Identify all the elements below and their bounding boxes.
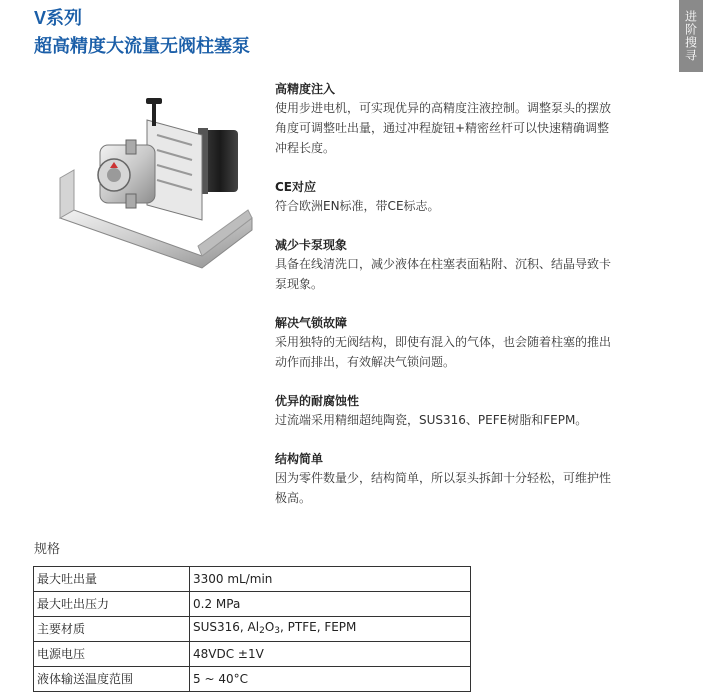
spec-label: 主要材质 (34, 617, 190, 642)
table-row (34, 592, 471, 617)
series-title: V系列 (34, 8, 83, 28)
spec-value: 0.2 MPa (190, 592, 471, 617)
feature-title: 减少卡泵现象 (275, 238, 348, 252)
spec-value: 48VDC ±1V (190, 642, 471, 667)
spec-value: 5 ~ 40°C (190, 667, 471, 692)
spec-label: 最大吐出量 (34, 567, 190, 592)
feature-desc: 采用独特的无阀结构，即使有混入的气体，也会随着柱塞的推出动作而排出，有效解决气锁问题。 (275, 335, 612, 369)
spec-label: 液体输送温度范围 (34, 667, 190, 692)
table-row (34, 667, 471, 692)
spec-label: 最大吐出压力 (34, 592, 190, 617)
spec-table (33, 566, 471, 692)
feature-title: 高精度注入 (275, 82, 336, 96)
feature-item (275, 178, 620, 216)
spec-value: SUS316, $Al_2O_3$, PTFE, FEPM (190, 617, 471, 642)
table-row (34, 617, 471, 642)
feature-item (275, 236, 620, 294)
feature-item (275, 314, 620, 372)
spec-heading: 规格 (34, 542, 61, 557)
product-title: 超高精度大流量无阀柱塞泵 (34, 36, 250, 57)
advanced-search-label: 进阶搜寻 (683, 10, 698, 62)
spec-value: 3300 mL/min (190, 567, 471, 592)
feature-list (275, 80, 620, 528)
spec-label: 电源电压 (34, 642, 190, 667)
feature-title: 优异的耐腐蚀性 (275, 394, 360, 408)
table-row (34, 567, 471, 592)
feature-desc: 过流端采用精细超纯陶瓷，SUS316、PEFE树脂和FEPM。 (275, 413, 588, 427)
feature-title: 解决气锁故障 (275, 316, 348, 330)
feature-desc: 因为零件数量少，结构简单，所以泵头拆卸十分轻松，可维护性极高。 (275, 471, 612, 505)
advanced-search-tab[interactable] (679, 0, 703, 72)
feature-desc: 符合欧洲EN标准，带CE标志。 (275, 199, 440, 213)
feature-item (275, 80, 620, 158)
feature-title: CE对应 (275, 180, 317, 194)
feature-title: 结构简单 (275, 452, 324, 466)
pump-product-image (52, 90, 262, 275)
feature-desc: 具备在线清洗口，减少液体在柱塞表面粘附、沉积、结晶导致卡泵现象。 (275, 257, 612, 291)
feature-item (275, 392, 620, 430)
table-row (34, 642, 471, 667)
feature-item (275, 450, 620, 508)
feature-desc: 使用步进电机，可实现优异的高精度注液控制。调整泵头的摆放角度可调整吐出量，通过冲程旋钮+精密丝杆可以快速精确调整冲程长度。 (275, 101, 612, 155)
